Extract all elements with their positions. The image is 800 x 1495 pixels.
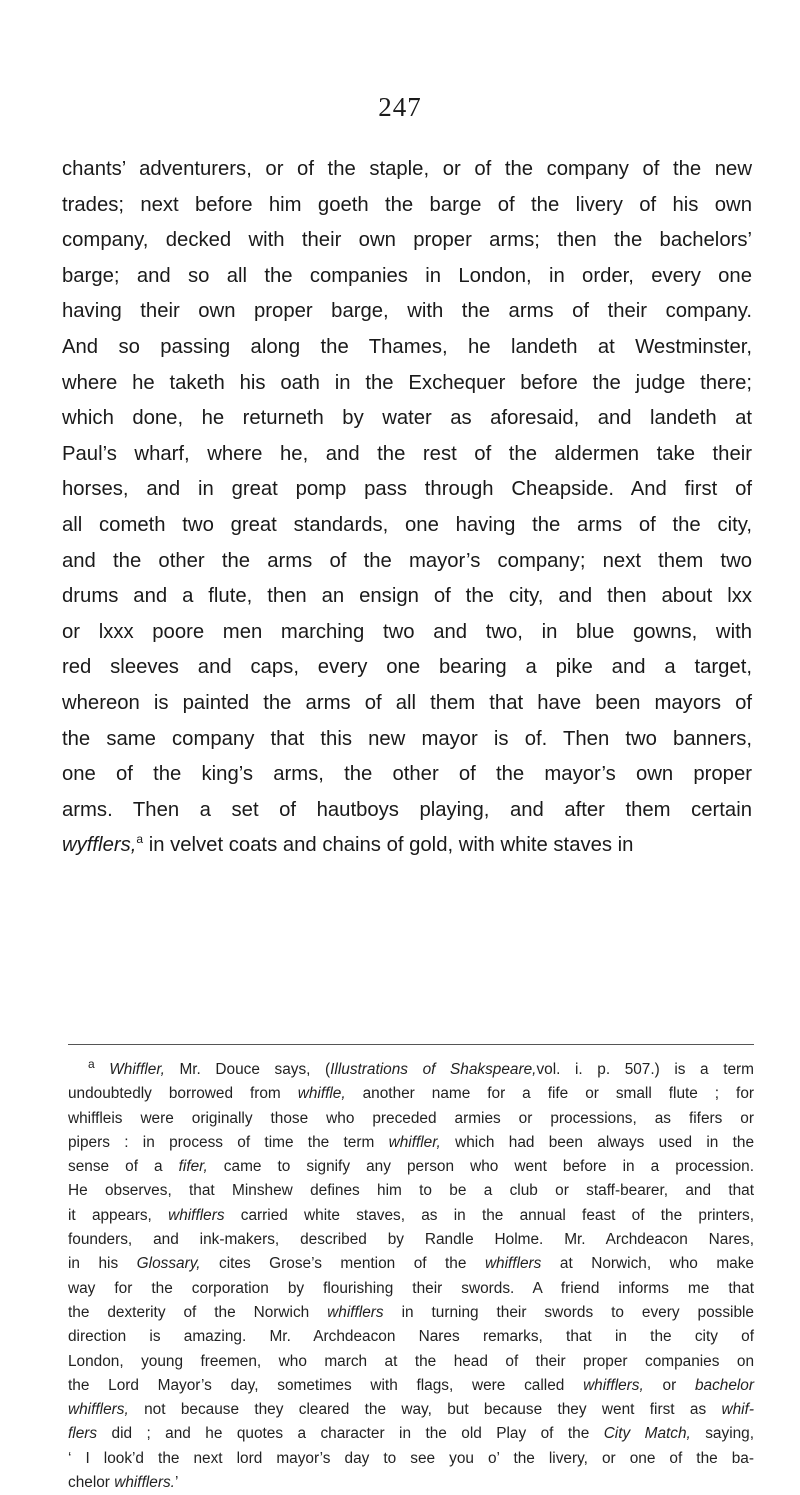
- footnote-line: ‘ I look’d the next lord mayor’s day to see you o’ the livery, or one of the ba-: [68, 1449, 754, 1467]
- footnote-line: [68, 1131, 754, 1155]
- footnote-line: [68, 1422, 754, 1446]
- footnote-line: whiffleis were originally those who preceded armies or processions, as fifers or: [68, 1109, 754, 1127]
- body-line: and the other the arms of the mayor’s company; next them two: [62, 549, 752, 572]
- footnote-text: Mr. Douce says, (: [164, 1061, 331, 1078]
- body-line: red sleeves and caps, every one bearing a pike and a target,: [62, 656, 752, 679]
- body-line: horses, and in great pomp pass through Cheapside. And first of: [62, 478, 752, 501]
- footnote-italic: City Match,: [603, 1425, 691, 1443]
- body-line-rest: in velvet coats and chains of gold, with white staves in: [143, 834, 634, 857]
- footnote-italic: flers: [68, 1425, 98, 1443]
- footnote-marker: a: [88, 1056, 95, 1071]
- footnote-italic: whifflers: [484, 1255, 542, 1273]
- book-title: Illustrations of Shakspeare,: [330, 1061, 537, 1078]
- footnote-italic: whiffle,: [297, 1085, 346, 1103]
- body-line: Paul’s wharf, where he, and the rest of the aldermen take their: [62, 442, 752, 465]
- footnote-italic: whifflers: [327, 1303, 384, 1321]
- body-line: company, decked with their own proper arms; then the bachelors’: [62, 229, 752, 252]
- footnote-line: [68, 1155, 754, 1179]
- footnote-text: cites Grose’s mention of the: [200, 1255, 485, 1273]
- footnote-text: in his: [68, 1255, 137, 1273]
- footnote-line: way for the corporation by flourishing their swords. A friend informs me that: [68, 1279, 754, 1297]
- body-line: or lxxx poore men marching two and two, in blue gowns, with: [62, 620, 752, 643]
- body-line: [62, 828, 752, 864]
- footnote-text: which had been always used in the: [440, 1133, 754, 1151]
- body-line: having their own proper barge, with the arms of their company.: [62, 300, 752, 323]
- footnote-text: pipers : in process of time the term: [68, 1133, 389, 1151]
- footnote-term: Whiffler,: [109, 1061, 165, 1078]
- footnote-text: did ; and he quotes a character in the old Play of the: [97, 1425, 604, 1443]
- page-number: 247: [378, 92, 422, 122]
- body-line: barge; and so all the companies in London, in order, every one: [62, 264, 752, 287]
- footnote-italic: whif-: [721, 1401, 754, 1419]
- body-line: the same company that this new mayor is of. Then two banners,: [62, 727, 752, 750]
- body-line: where he taketh his oath in the Exchequer before the judge there;: [62, 371, 752, 394]
- footnote-italic: whifflers,: [68, 1401, 129, 1419]
- footnote-italic: whifflers: [168, 1206, 225, 1224]
- footnote-text: carried white staves, as in the annual feast of the printers,: [224, 1206, 754, 1224]
- footnote-italic: Glossary,: [136, 1255, 201, 1273]
- footnote-italic: fifer,: [178, 1158, 208, 1176]
- footnote-line: [68, 1471, 754, 1495]
- footnote-text: or: [643, 1376, 695, 1394]
- body-line: And so passing along the Thames, he landeth at Westminster,: [62, 335, 752, 358]
- footnote-italic: whiffler,: [388, 1133, 441, 1151]
- footnote-text: at Norwich, who make: [541, 1255, 754, 1273]
- footnote-line: [68, 1398, 754, 1422]
- footnote-reference: a: [136, 832, 144, 847]
- footnote-line: direction is amazing. Mr. Archdeacon Nares remarks, that in the city of: [68, 1328, 754, 1346]
- footnote-text: saying,: [690, 1425, 755, 1443]
- footnote-text: undoubtedly borrowed from: [68, 1085, 298, 1103]
- body-line: chants’ adventurers, or of the staple, or of the company of the new: [62, 158, 752, 180]
- body-line: drums and a flute, then an ensign of the city, and then about lxx: [62, 585, 752, 608]
- body-line: whereon is painted the arms of all them that have been mayors of: [62, 691, 752, 714]
- footnote-text: the Lord Mayor’s day, sometimes with flags, were called: [68, 1376, 584, 1394]
- wyfflers-term: wyfflers,: [62, 834, 137, 857]
- body-line: trades; next before him goeth the barge of the livery of his own: [62, 193, 752, 216]
- footnote-text: in turning their swords to every possible: [383, 1303, 754, 1321]
- footnote-italic: whifflers.: [114, 1474, 175, 1492]
- footnote-divider: [68, 1044, 754, 1045]
- footnote-text: sense of a: [68, 1158, 179, 1176]
- body-line: arms. Then a set of hautboys playing, and after them certain: [62, 798, 752, 821]
- footnote-line: [68, 1301, 754, 1325]
- footnote-text: vol. i. p. 507.) is a term: [536, 1061, 754, 1078]
- footnote-text: came to signify any person who went before in a procession.: [207, 1158, 754, 1176]
- footnote-line: founders, and ink-makers, described by Randle Holme. Mr. Archdeacon Nares,: [68, 1231, 754, 1249]
- body-line: one of the king’s arms, the other of the mayor’s own proper: [62, 763, 752, 786]
- footnote-line: [68, 1204, 754, 1228]
- body-line: which done, he returneth by water as aforesaid, and landeth at: [62, 407, 752, 430]
- footnote-text: ’: [174, 1474, 179, 1492]
- footnote-line: London, young freemen, who march at the head of their proper companies on: [68, 1352, 754, 1370]
- body-line: all cometh two great standards, one having the arms of the city,: [62, 513, 752, 536]
- footnote-text: it appears,: [68, 1206, 169, 1224]
- footnote: [68, 1058, 754, 1495]
- footnote-line: [68, 1082, 754, 1106]
- footnote-text: chelor: [68, 1474, 115, 1492]
- footnote-line: [68, 1374, 754, 1398]
- footnote-italic: bachelor: [694, 1376, 754, 1394]
- footnote-line: [68, 1058, 754, 1082]
- footnote-text: the dexterity of the Norwich: [68, 1303, 328, 1321]
- body-text: [62, 152, 752, 864]
- footnote-text: not because they cleared the way, but because they went first as: [128, 1401, 722, 1419]
- footnote-text: another name for a fife or small flute ; for: [345, 1085, 755, 1103]
- footnote-italic: whifflers,: [583, 1376, 644, 1394]
- footnote-line: [68, 1252, 754, 1276]
- footnote-line: He observes, that Minshew defines him to be a club or staff-bearer, and that: [68, 1182, 754, 1200]
